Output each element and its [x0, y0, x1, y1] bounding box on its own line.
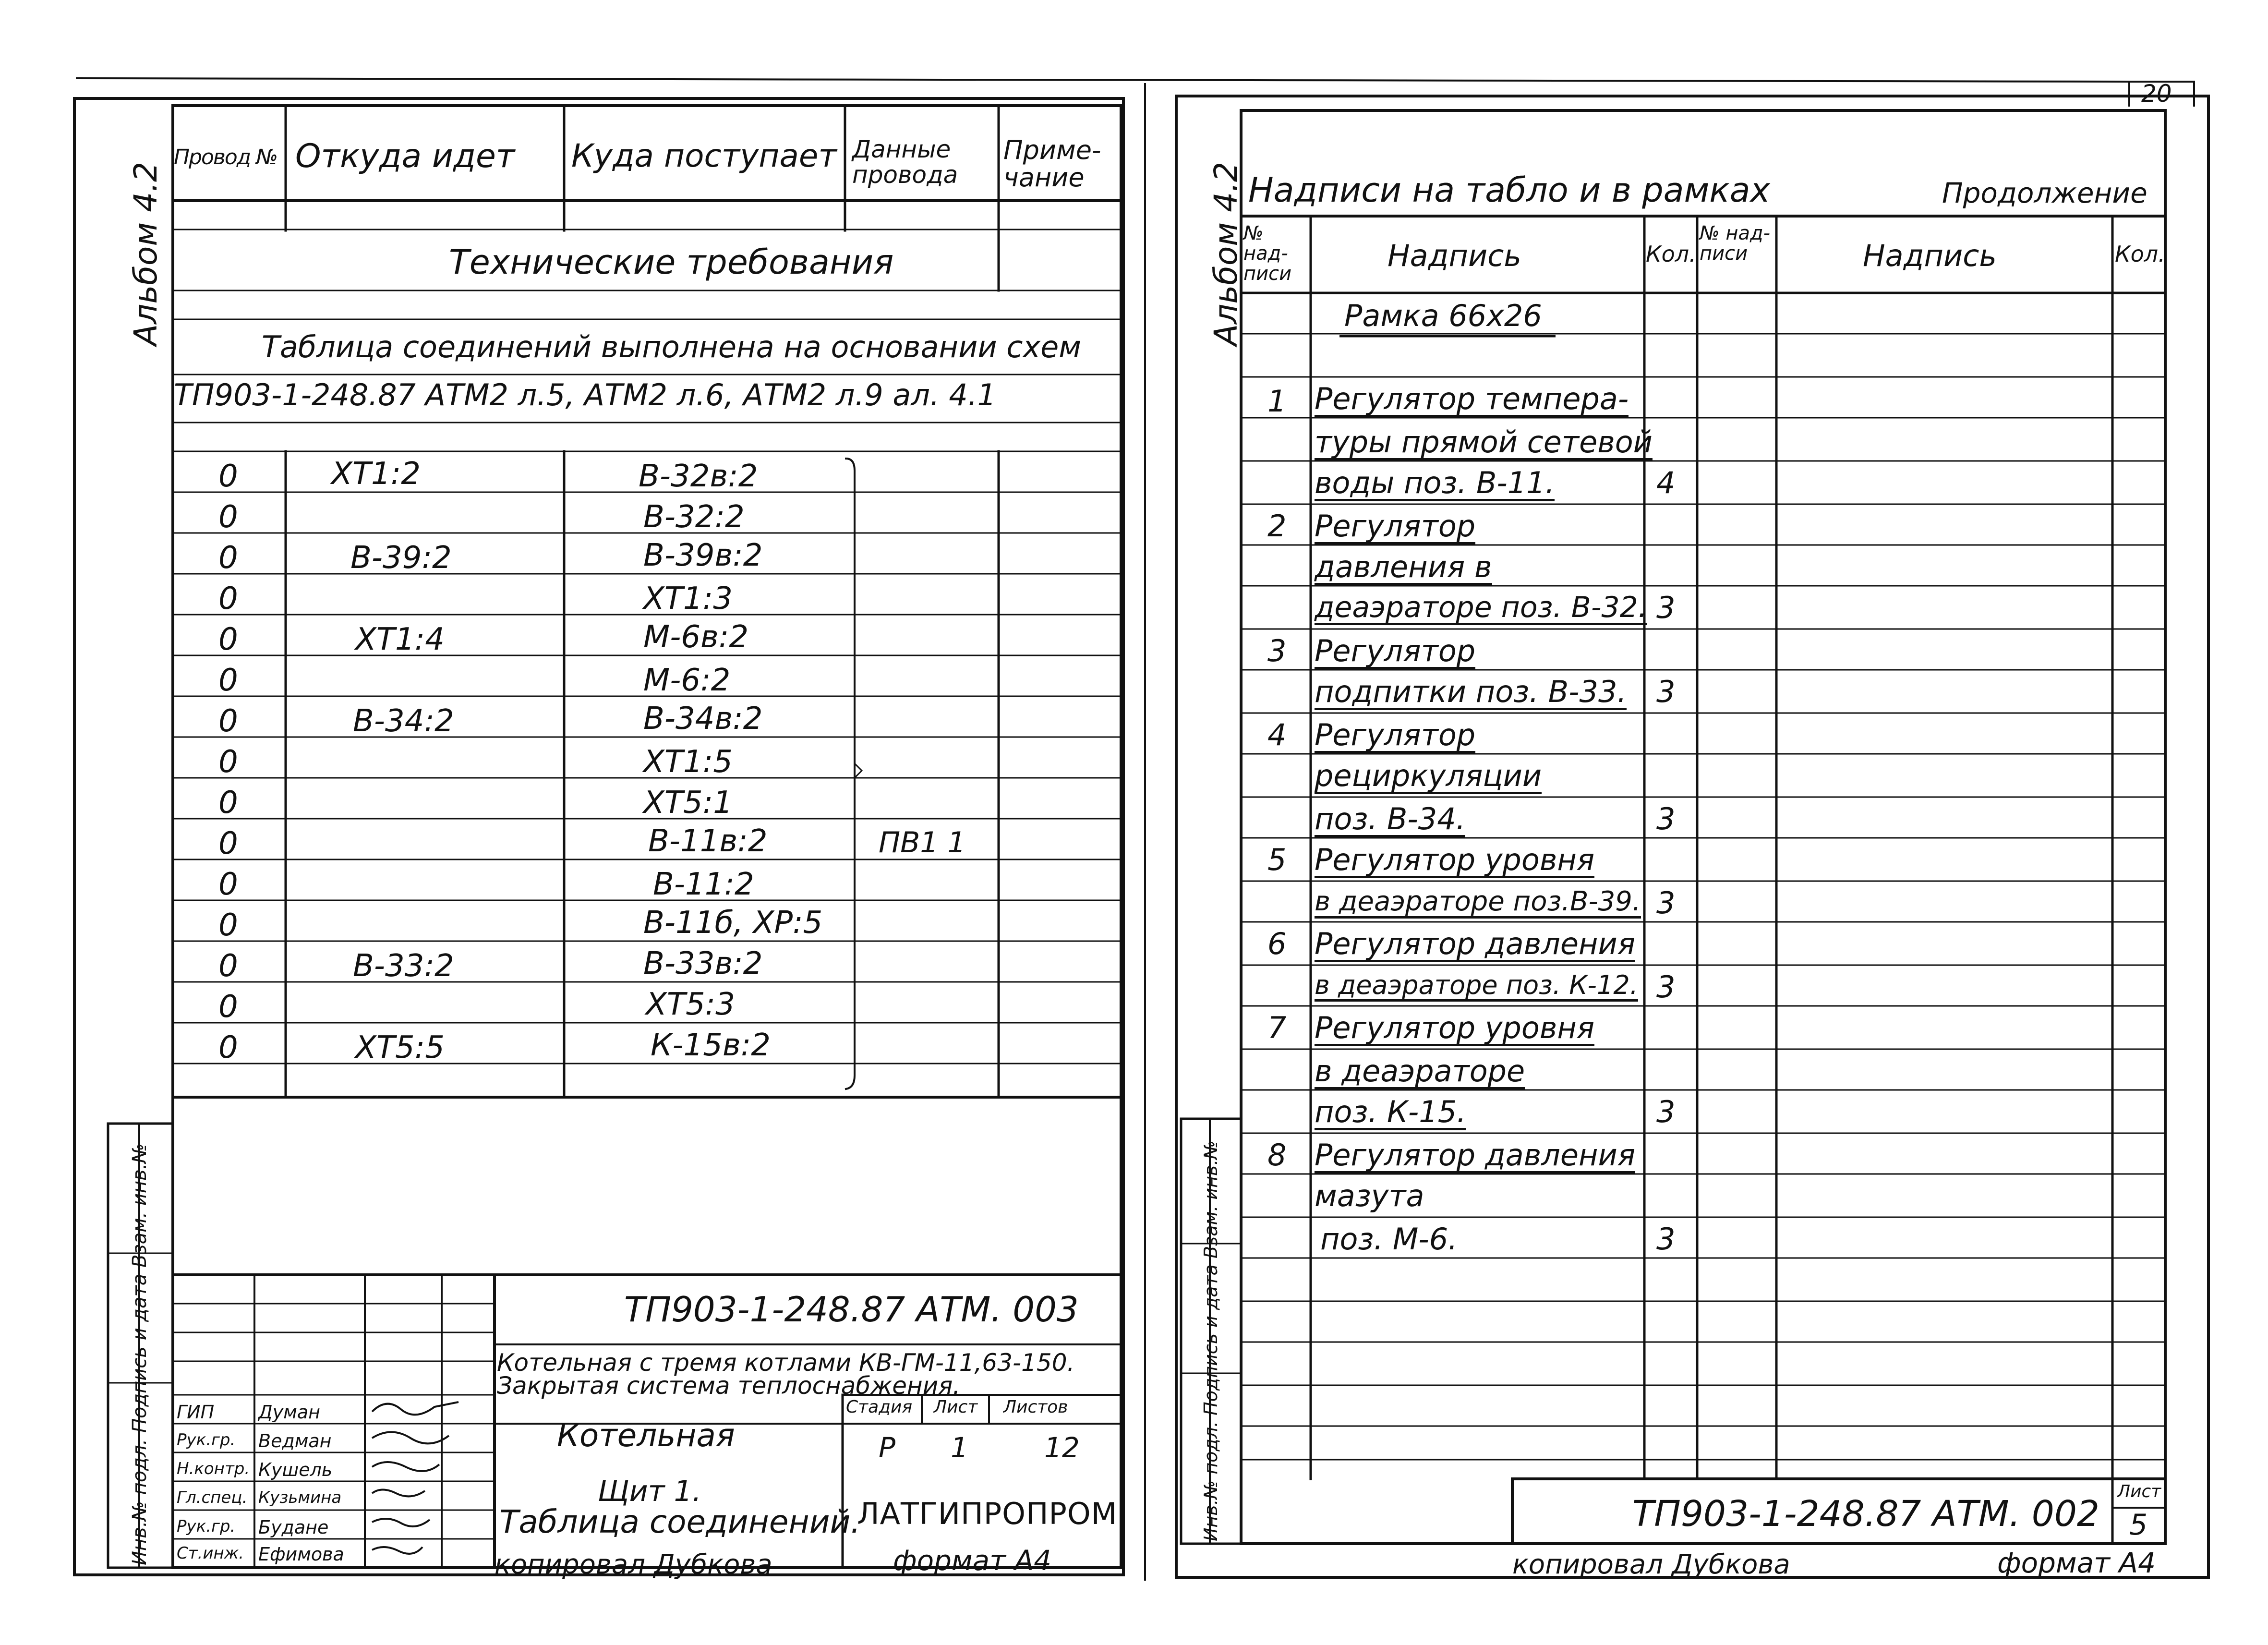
text-cell: поз. В-34.	[1315, 801, 1466, 836]
wire-cell: 0	[218, 581, 238, 617]
right-sheet-label: Лист	[2117, 1482, 2161, 1501]
header-num-2: № над-писи	[1700, 222, 1771, 265]
name-cell: Думан	[258, 1402, 320, 1423]
role-cell: Рук.гр.	[177, 1430, 236, 1450]
wire-cell: 0	[218, 459, 238, 494]
header-wire: Провод №	[174, 145, 277, 169]
left-copied-by: копировал Дубкова	[495, 1549, 772, 1580]
role-cell: Рук.гр.	[177, 1517, 236, 1536]
from-cell: ХТ1:4	[355, 622, 445, 657]
to-cell: В-32в:2	[639, 459, 758, 494]
header-to: Куда поступает	[571, 137, 837, 174]
to-cell: В-34в:2	[643, 701, 763, 737]
from-cell: В-34:2	[353, 703, 454, 739]
text-cell: Регулятор уровня	[1315, 842, 1595, 877]
from-cell: ХТ5:5	[355, 1030, 445, 1065]
header-qty: Кол.	[1646, 241, 1696, 267]
sheet-value: 1	[951, 1431, 968, 1464]
role-cell: Н.контр.	[177, 1459, 250, 1478]
project-line-2: Закрытая система теплоснабжения.	[497, 1372, 961, 1400]
note-line-2: ТП903-1-248.87 АТМ2 л.5, АТМ2 л.6, АТМ2 л.9 ал. 4.1	[174, 377, 996, 412]
to-cell: ХТ5:1	[643, 785, 733, 821]
object-name: Котельная	[557, 1417, 735, 1454]
num-cell: 8	[1267, 1137, 1287, 1173]
text-cell: Регулятор уровня	[1315, 1010, 1595, 1045]
wire-cell: 0	[218, 948, 238, 984]
wire-cell: 0	[218, 499, 238, 535]
to-cell: В-11в:2	[648, 823, 768, 859]
header-from: Откуда идет	[295, 137, 515, 175]
header-note: Приме-чание	[1003, 135, 1101, 193]
data-cell: ПВ1 1	[879, 826, 966, 859]
doc-code: ТП903-1-248.87 АТМ. 003	[624, 1289, 1079, 1330]
wire-cell: 0	[218, 826, 238, 861]
from-cell: В-33:2	[353, 948, 454, 984]
wire-cell: 0	[218, 867, 238, 902]
text-cell: давления в	[1315, 549, 1492, 584]
to-cell: В-39в:2	[643, 538, 763, 573]
to-cell: ХТ5:3	[646, 987, 735, 1022]
text-cell: Регулятор давления	[1315, 1137, 1636, 1173]
project-line-1: Котельная с тремя котлами КВ-ГМ-11,63-150.	[497, 1349, 1075, 1377]
role-cell: ГИП	[177, 1402, 215, 1423]
left-format: формат А4	[893, 1544, 1051, 1577]
wire-cell: 0	[218, 703, 238, 739]
wire-cell: 0	[218, 785, 238, 821]
section-title: Технические требования	[449, 242, 894, 282]
signatures-drawing	[367, 1397, 463, 1565]
text-cell: Регулятор	[1315, 633, 1476, 668]
qty-cell: 3	[1656, 969, 1676, 1004]
text-cell: воды поз. В-11.	[1315, 465, 1555, 500]
from-cell: В-39:2	[350, 540, 452, 576]
page-number: 20	[2141, 80, 2172, 108]
header-num: № над-писи	[1243, 222, 1292, 285]
wire-cell: 0	[218, 744, 238, 780]
num-cell: 6	[1267, 926, 1287, 961]
text-cell: поз. К-15.	[1315, 1094, 1466, 1129]
organization: ЛАТГИПРОПРОМ	[857, 1496, 1118, 1531]
stage-value: Р	[879, 1431, 895, 1464]
name-cell: Будане	[258, 1517, 329, 1538]
to-cell: М-6в:2	[643, 619, 749, 655]
qty-cell: 3	[1656, 1222, 1676, 1257]
header-text-2: Надпись	[1863, 238, 1997, 273]
sheet-label: Лист	[934, 1397, 978, 1417]
text-cell: мазута	[1315, 1178, 1424, 1213]
num-cell: 1	[1267, 384, 1287, 419]
header-qty-2: Кол.	[2115, 241, 2165, 267]
drawing-line-1: Щит 1.	[598, 1475, 701, 1508]
text-cell: в деаэраторе поз. К-12.	[1315, 972, 1638, 1002]
to-cell: В-11б, ХР:5	[643, 905, 823, 941]
note-line-1: Таблица соединений выполнена на основании схем	[262, 329, 1082, 364]
wire-cell: 0	[218, 622, 238, 657]
to-cell: ХТ1:5	[643, 744, 733, 780]
from-cell: ХТ1:2	[331, 456, 421, 492]
wire-cell: 0	[218, 540, 238, 576]
name-cell: Ведман	[258, 1430, 332, 1451]
wire-cell: 0	[218, 663, 238, 698]
sheets-label: Листов	[1003, 1397, 1068, 1417]
to-cell: В-33в:2	[643, 946, 763, 981]
right-sheet-number: 5	[2129, 1508, 2148, 1542]
text-cell: в деаэраторе поз.В-39.	[1315, 888, 1641, 919]
num-cell: 4	[1267, 717, 1287, 752]
num-cell: 3	[1267, 633, 1287, 668]
to-cell: В-32:2	[643, 499, 745, 535]
right-title: Надписи на табло и в рамках	[1248, 170, 1770, 210]
right-side-stamp: Инв.№ подл. Подпись и дата Взам. инв.№	[1200, 1140, 1221, 1541]
wire-cell: 0	[218, 907, 238, 943]
wire-cell: 0	[218, 1030, 238, 1065]
left-album-label: Альбом 4.2	[127, 161, 164, 346]
text-cell: подпитки поз. В-33.	[1315, 674, 1627, 709]
right-doc-code: ТП903-1-248.87 АТМ. 002	[1632, 1493, 2099, 1535]
text-cell: туры прямой сетевой	[1315, 424, 1653, 460]
qty-cell: 3	[1656, 801, 1676, 836]
text-cell: Регулятор	[1315, 508, 1476, 544]
text-cell: в деаэраторе	[1315, 1053, 1525, 1089]
text-cell: Регулятор давления	[1315, 926, 1636, 961]
text-cell: поз. М-6.	[1320, 1222, 1458, 1257]
right-album-label: Альбом 4.2	[1207, 161, 1244, 346]
qty-cell: 4	[1656, 465, 1676, 500]
text-cell: деаэраторе поз. В-32.	[1315, 591, 1647, 624]
name-cell: Кузьмина	[258, 1488, 342, 1507]
stage-label: Стадия	[846, 1397, 913, 1417]
left-side-stamp: Инв.№ подл. Подпись и дата Взам. инв.№	[129, 1143, 151, 1565]
to-cell: М-6:2	[643, 663, 731, 698]
to-cell: В-11:2	[653, 867, 754, 902]
text-cell: рециркуляции	[1315, 758, 1542, 793]
header-text: Надпись	[1387, 238, 1521, 273]
wire-cell: 0	[218, 989, 238, 1025]
right-copied-by: копировал Дубкова	[1512, 1549, 1790, 1580]
qty-cell: 3	[1656, 885, 1676, 920]
role-cell: Ст.инж.	[177, 1544, 244, 1563]
role-cell: Гл.спец.	[177, 1488, 248, 1507]
text-cell: Регулятор	[1315, 717, 1476, 752]
text-cell: Регулятор темпера-	[1315, 381, 1629, 416]
name-cell: Кушель	[258, 1459, 333, 1480]
name-cell: Ефимова	[258, 1544, 344, 1565]
continuation-label: Продолжение	[1942, 177, 2147, 209]
drawing-line-2: Таблица соединений.	[499, 1503, 861, 1540]
qty-cell: 3	[1656, 590, 1676, 625]
num-cell: 2	[1267, 508, 1287, 544]
num-cell: 7	[1267, 1010, 1287, 1045]
qty-cell: 3	[1656, 1094, 1676, 1129]
header-wire-data: Данные провода	[852, 135, 958, 189]
to-cell: К-15в:2	[651, 1028, 771, 1063]
frame-label: Рамка 66х26	[1344, 298, 1542, 333]
right-format: формат А4	[1997, 1547, 2156, 1579]
sheets-value: 12	[1044, 1431, 1080, 1464]
qty-cell: 3	[1656, 674, 1676, 709]
to-cell: ХТ1:3	[643, 581, 733, 617]
num-cell: 5	[1267, 842, 1287, 877]
